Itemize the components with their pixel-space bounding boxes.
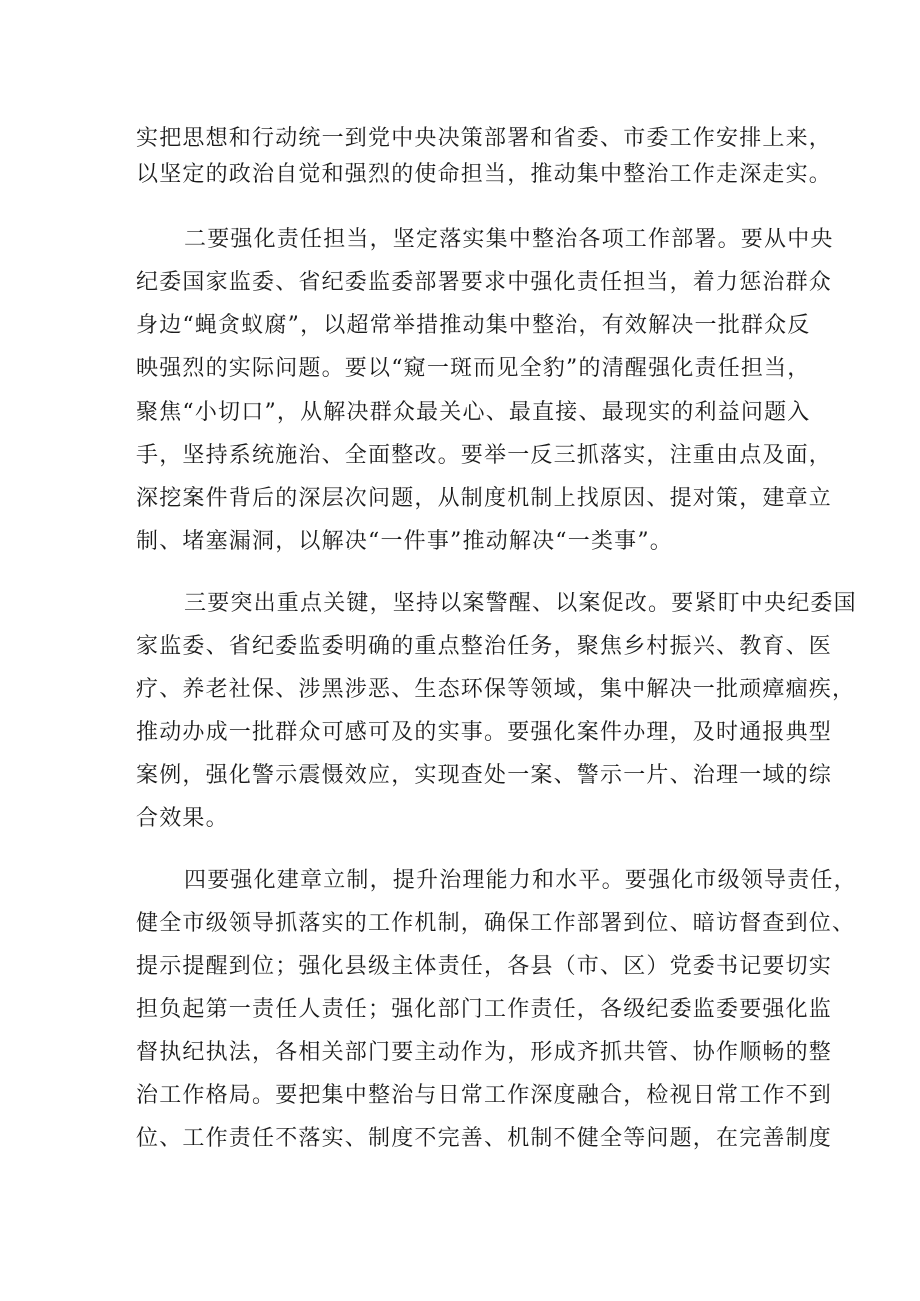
text-line: 推动办成一批群众可感可及的实事。要强化案件办理，及时通报典型: [136, 720, 833, 745]
text-line: 手，坚持系统施治、全面整改。要举一反三抓落实，注重由点及面，: [136, 443, 833, 468]
text-line: 合效果。: [136, 806, 229, 831]
text-line: 制、堵塞漏洞，以解决“一件事”推动解决“一类事”。: [136, 529, 673, 554]
text-line: 家监委、省纪委监委明确的重点整治任务，聚焦乡村振兴、教育、医: [136, 634, 833, 659]
text-line: 疗、养老社保、涉黑涉恶、生态环保等领域，集中解决一批顽瘴痼疾，: [136, 677, 856, 702]
text-line: 实把思想和行动统一到党中央决策部署和省委、市委工作安排上来，: [136, 126, 833, 151]
text-line: 健全市级领导抓落实的工作机制，确保工作部署到位、暗访督查到位、: [136, 911, 856, 936]
text-line: 身边“蝇贪蚁腐”，以超常举措推动集中整治，有效解决一批群众反: [136, 313, 811, 338]
text-line: 位、工作责任不落实、制度不完善、机制不健全等问题，在完善制度: [136, 1126, 833, 1151]
text-line: 聚焦“小切口”，从解决群众最关心、最直接、最现实的利益问题入: [136, 400, 811, 425]
text-line: 四要强化建章立制，提升治理能力和水平。要强化市级领导责任，: [184, 868, 857, 893]
text-line: 提示提醒到位；强化县级主体责任，各县（市、区）党委书记要切实: [136, 954, 833, 979]
text-line: 治工作格局。要把集中整治与日常工作深度融合，检视日常工作不到: [136, 1083, 833, 1108]
text-line: 深挖案件背后的深层次问题，从制度机制上找原因、提对策，建章立: [136, 486, 833, 511]
text-line: 映强烈的实际问题。要以“窥一斑而见全豹”的清醒强化责任担当，: [136, 356, 811, 381]
text-line: 以坚定的政治自觉和强烈的使命担当，推动集中整治工作走深走实。: [136, 162, 833, 187]
text-line: 督执纪执法，各相关部门要主动作为，形成齐抓共管、协作顺畅的整: [136, 1040, 833, 1065]
text-line: 纪委国家监委、省纪委监委部署要求中强化责任担当，着力惩治群众: [136, 270, 833, 295]
text-line: 担负起第一责任人责任；强化部门工作责任，各级纪委监委要强化监: [136, 997, 833, 1022]
text-line: 二要强化责任担当，坚定落实集中整治各项工作部署。要从中央: [184, 227, 834, 252]
text-line: 三要突出重点关键，坚持以案警醒、以案促改。要紧盯中央纪委国: [184, 591, 857, 616]
text-line: 案例，强化警示震慑效应，实现查处一案、警示一片、治理一域的综: [136, 763, 833, 788]
